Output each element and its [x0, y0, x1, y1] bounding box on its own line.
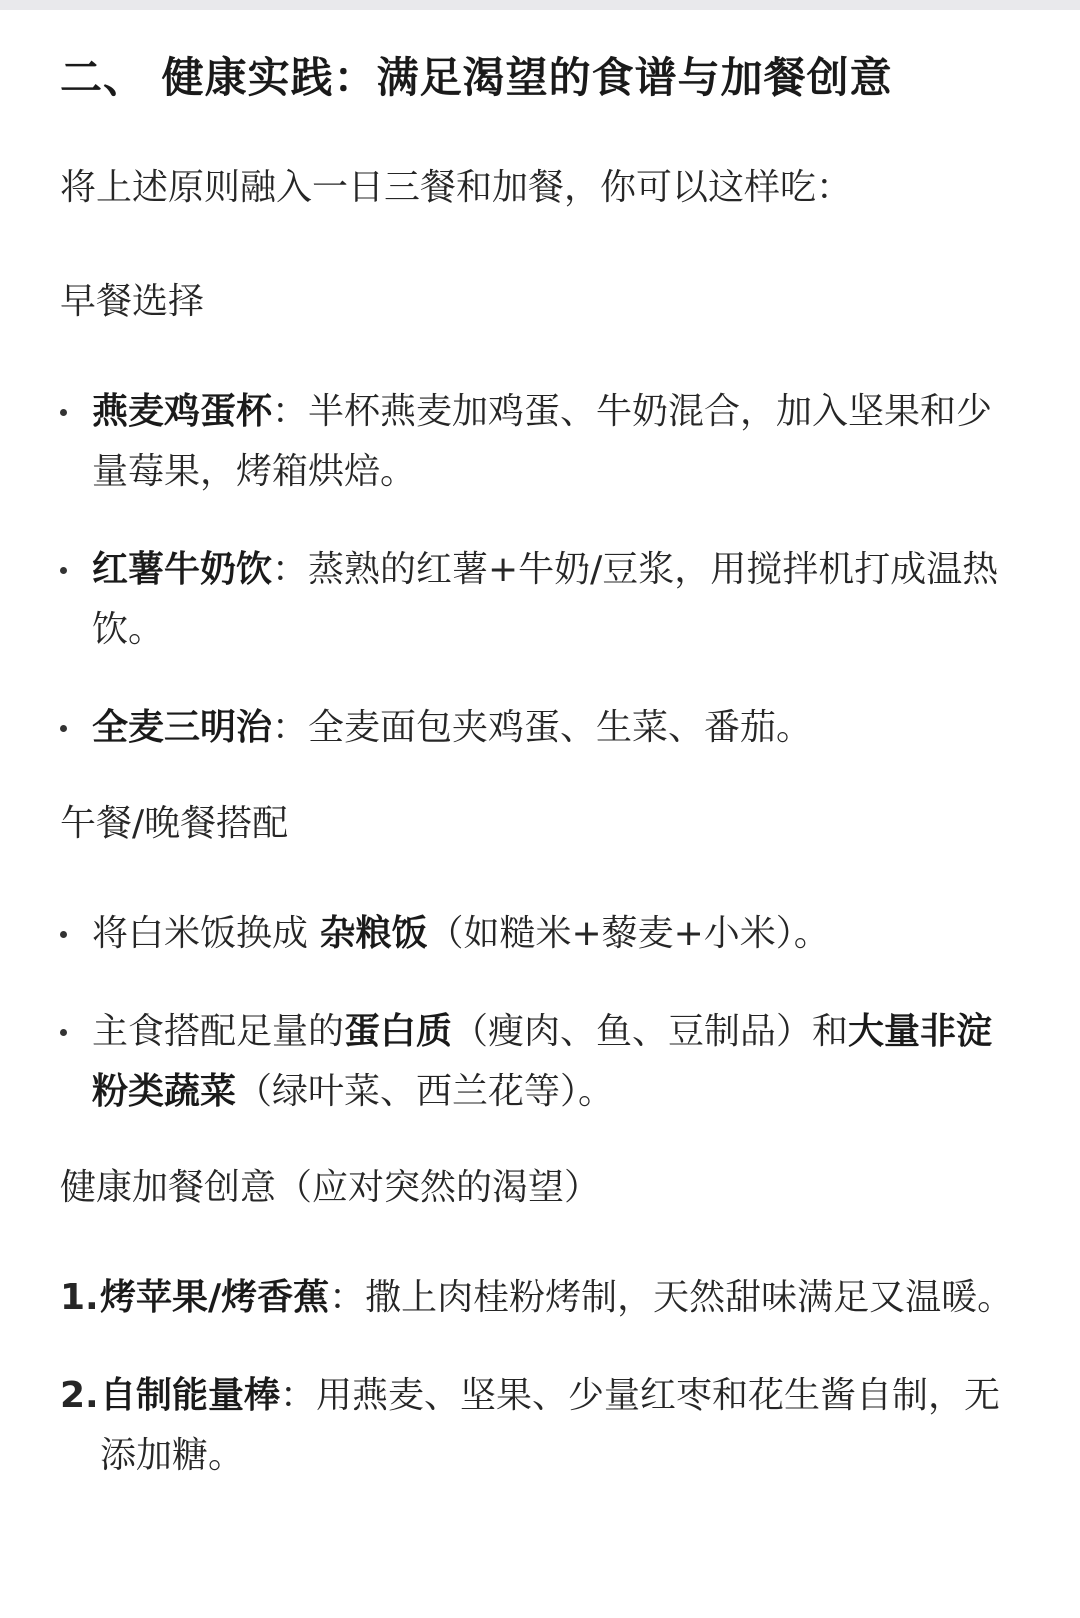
lunch-dinner-heading: 午餐/晚餐搭配 — [60, 803, 289, 844]
item-text: ：蒸熟的红薯+牛奶/豆浆，用搅拌机打成温热饮。 — [92, 549, 999, 650]
item-title: 烤苹果/烤香蕉 — [100, 1277, 330, 1318]
list-item — [60, 1366, 1020, 1486]
bullet-icon — [60, 931, 67, 938]
breakfast-heading: 早餐选择 — [60, 281, 205, 322]
item-number: 2. — [60, 1375, 99, 1416]
breakfast-list — [60, 382, 1020, 758]
item-bold: 蛋白质 — [344, 1011, 453, 1052]
snacks-list — [60, 1268, 1020, 1486]
snacks-heading: 健康加餐创意（应对突然的渴望） — [60, 1167, 601, 1208]
top-strip — [0, 0, 1080, 10]
list-item — [60, 540, 1020, 660]
item-text: 将白米饭换成 — [92, 913, 320, 954]
article-content — [60, 46, 1020, 1524]
item-title: 自制能量棒 — [100, 1375, 281, 1416]
item-text: ：用燕麦、坚果、少量红枣和花生酱自制，无添加糖。 — [100, 1375, 1001, 1476]
section-title: 二、 健康实践：满足渴望的食谱与加餐创意 — [60, 53, 893, 102]
bullet-icon — [60, 725, 67, 732]
item-text: （瘦肉、鱼、豆制品）和 — [452, 1011, 849, 1052]
bullet-icon — [60, 567, 67, 574]
list-item — [60, 698, 1020, 758]
item-text: （如糙米+藜麦+小米）。 — [427, 913, 830, 954]
item-bold: 大量非淀粉类蔬菜 — [92, 1011, 993, 1112]
item-text: 主食搭配足量的 — [92, 1011, 345, 1052]
item-number: 1. — [60, 1277, 99, 1318]
item-text: ：撒上肉桂粉烤制，天然甜味满足又温暖。 — [329, 1277, 1014, 1318]
item-title: 红薯牛奶饮 — [92, 549, 273, 590]
item-text: （绿叶菜、西兰花等）。 — [236, 1071, 615, 1112]
list-item — [60, 1268, 1020, 1328]
item-text: ：全麦面包夹鸡蛋、生菜、番茄。 — [272, 707, 813, 748]
list-item — [60, 382, 1020, 502]
item-bold: 杂粮饭 — [319, 913, 428, 954]
bullet-icon — [60, 1029, 67, 1036]
item-title: 燕麦鸡蛋杯 — [92, 391, 273, 432]
item-title: 全麦三明治 — [92, 707, 273, 748]
lunch-dinner-list — [60, 904, 1020, 1122]
item-text: ：半杯燕麦加鸡蛋、牛奶混合，加入坚果和少量莓果，烤箱烘焙。 — [92, 391, 993, 492]
list-item — [60, 904, 1020, 964]
bullet-icon — [60, 409, 67, 416]
list-item — [60, 1002, 1020, 1122]
intro-paragraph: 将上述原则融入一日三餐和加餐，你可以这样吃： — [60, 167, 853, 208]
